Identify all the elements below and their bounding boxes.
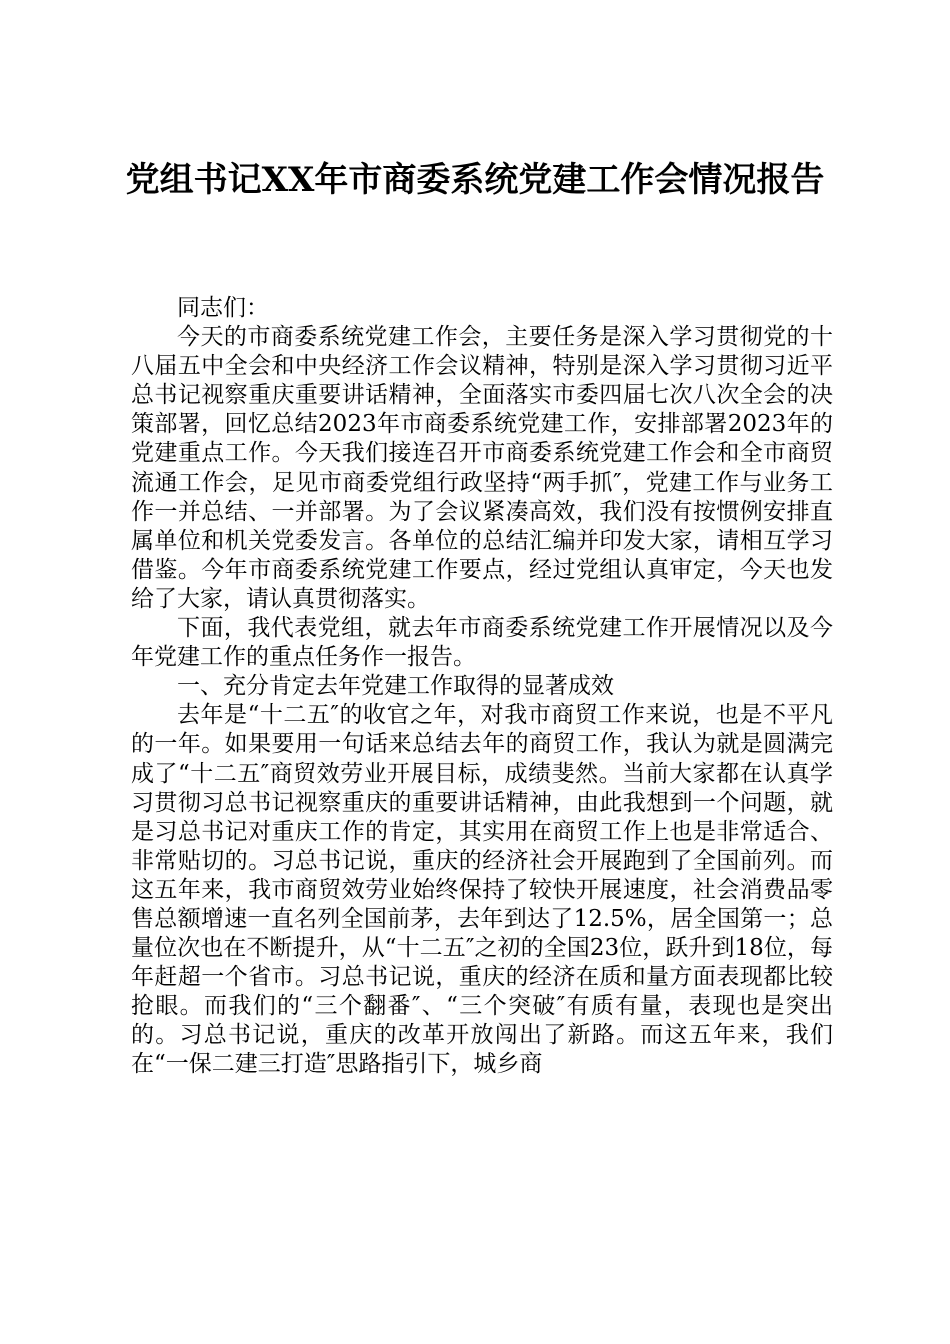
body-paragraph: 今天的市商委系统党建工作会，主要任务是深入学习贯彻党的十八届五中全会和中央经济工作会议精神，特别是深入学习贯彻习近平总书记视察重庆重要讲话精神，全面落实市委四届七次八次全会的决策部署，回忆总结2023年市商委系统党建工作，安排部署2023年的党建重点工作。今天我们接连召开市商委系统党建工作会和全市商贸流通工作会，足见市商委党组行政坚持“两手抓″，党建工作与业务工作一并总结、一并部署。为了会议紧凑高效，我们没有按惯例安排直属单位和机关党委发言。各单位的总结汇编并印发大家，请相互学习借鉴。今年市商委系统党建工作要点，经过党组认真审定，今天也发给了大家，请认真贯彻落实。 (131, 324, 833, 612)
document-title: 党组书记XX年市商委系统党建工作会情况报告 (125, 160, 825, 200)
section-heading: 一、充分肯定去年党建工作取得的显著成效 (177, 673, 614, 700)
salutation: 同志们： (177, 295, 269, 321)
body-paragraph: 去年是“十二五″的收官之年，对我市商贸工作来说，也是不平凡的一年。如果要用一句话来总结去年的商贸工作，我认为就是圆满完成了“十二五″商贸效劳业开展目标，成绩斐然。当前大家都在认真学习贯彻习总书记视察重庆的重要讲话精神，由此我想到一个问题，就是习总书记对重庆工作的肯定，其实用在商贸工作上也是非常适合、非常贴切的。习总书记说，重庆的经济社会开展跑到了全国前列。而这五年来，我市商贸效劳业始终保持了较快开展速度，社会消费品零售总额增速一直名列全国前茅，去年到达了12.5%，居全国第一；总量位次也在不断提升，从“十二五″之初的全国23位，跃升到18位，每年赶超一个省市。习总书记说，重庆的经济在质和量方面表现都比较抢眼。而我们的“三个翻番″、“三个突破″有质有量，表现也是突出的。习总书记说，重庆的改革开放闯出了新路。而这五年来，我们在“一保二建三打造″思路指引下，城乡商 (131, 702, 833, 1078)
body-paragraph: 下面，我代表党组，就去年市商委系统党建工作开展情况以及今年党建工作的重点任务作一报告。 (131, 615, 833, 671)
document-body (131, 294, 833, 1080)
